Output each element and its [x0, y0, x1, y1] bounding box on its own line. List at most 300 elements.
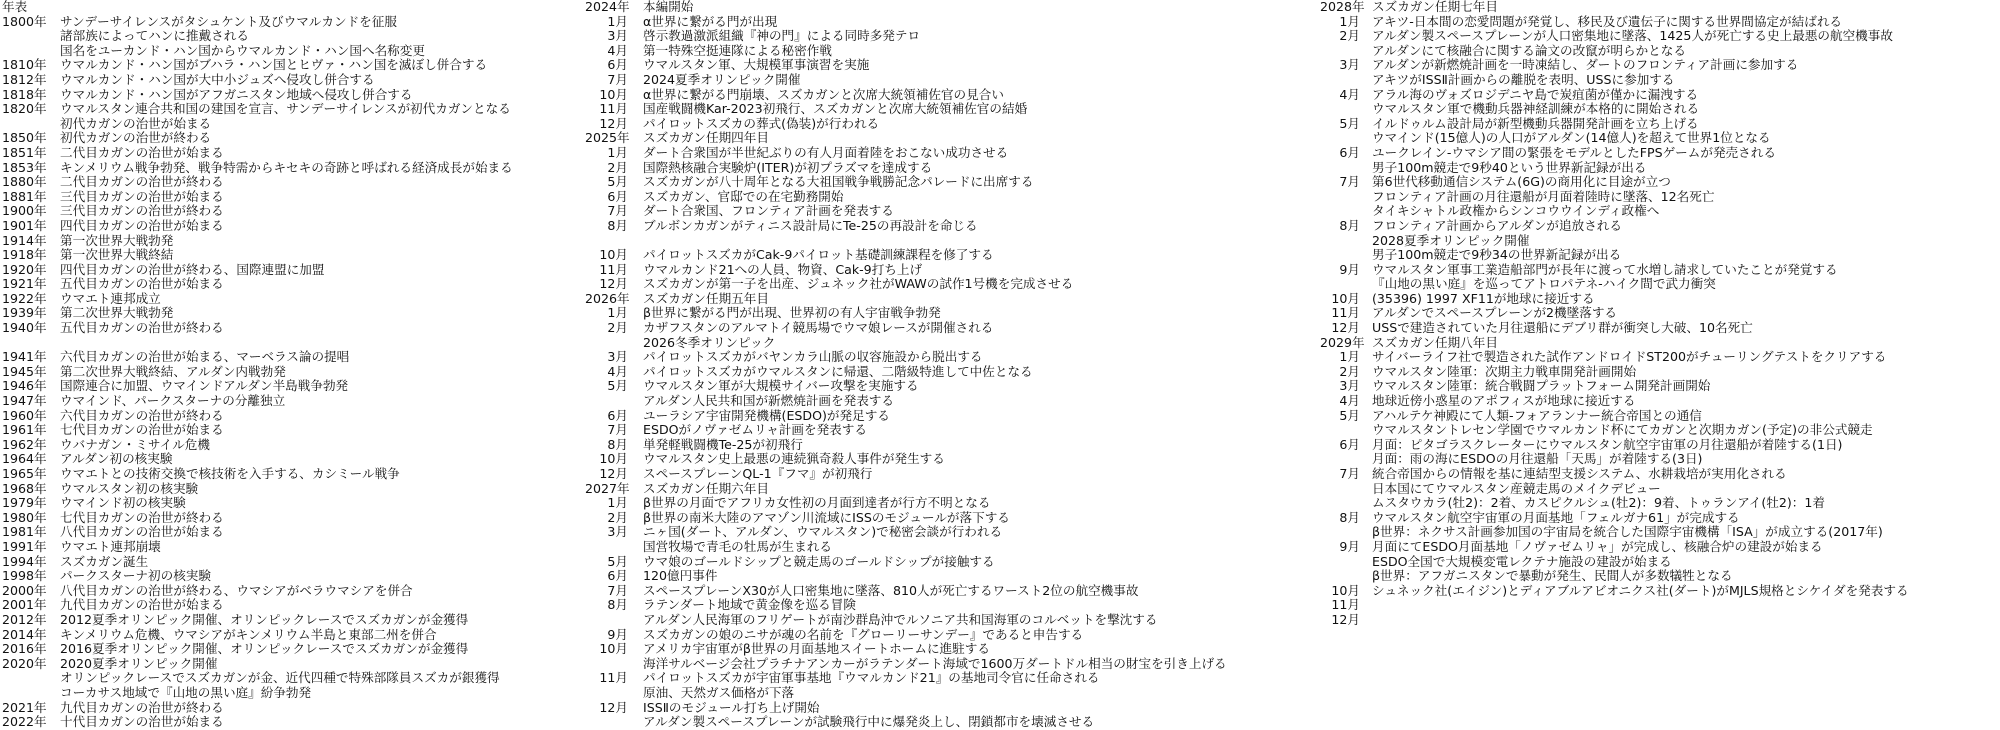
event-text: ブルボンカガンがティニス設計局にTe-25の再設計を命じる: [643, 218, 978, 233]
event-text: スズカガン任期四年目: [643, 131, 769, 146]
event-text: ウマルスタン軍事工業造船部門が長年に渡って水増し請求していたことが発覚する: [1372, 262, 1838, 277]
timeline-row: [0, 0, 585, 15]
timeline-row: [585, 277, 1320, 292]
event-text: ウマルスタン軍で機動兵器神経訓練が本格的に開始される: [1372, 102, 1700, 117]
event-text: ISSⅡのモジュール打ち上げ開始: [643, 700, 820, 715]
timeline-row: [0, 423, 585, 438]
year-cell: 1960年: [2, 408, 47, 423]
event-text: スズカガンの娘のニサが魂の名前を『グローリーサンデー』であると申告する: [643, 627, 1084, 642]
event-text: β世界に繋がる門が出現、世界初の有人宇宙戦争勃発: [643, 306, 941, 321]
month-cell: 4月: [1339, 87, 1360, 102]
timeline-row: [585, 204, 1320, 219]
timeline-row: [0, 190, 585, 205]
event-text: カザフスタンのアルマトイ競馬場でウマ娘レースが開催される: [643, 321, 994, 336]
timeline-row: [0, 438, 585, 453]
timeline-row: [1320, 219, 2000, 234]
timeline-row: [585, 44, 1320, 59]
event-text: 国際連合に加盟、ウマインドアルダン半島戦争勃発: [60, 379, 349, 394]
event-text: ウマルスタントレセン学園でウマルカンド杯にてカガンと次期カガン(予定)の非公式競走: [1372, 423, 1873, 438]
month-cell: 7月: [1339, 175, 1360, 190]
timeline-row: [585, 438, 1320, 453]
year-cell: 1810年: [2, 58, 47, 73]
year-cell: 1994年: [2, 554, 47, 569]
month-cell: 7月: [607, 72, 628, 87]
event-text: 海洋サルベージ会社プラチナアンカーがラテンダート海域で1600万ダートドル相当の財宝を引き上げる: [643, 656, 1227, 671]
event-text: ウマエトとの技術交換で核技術を入手する、カシミール戦争: [60, 467, 400, 481]
month-cell: 7月: [607, 583, 628, 598]
month-cell: 5月: [1339, 408, 1360, 423]
month-cell: 3月: [607, 350, 628, 365]
event-text: 2020夏季オリンピック開催: [60, 656, 218, 671]
month-cell: 12月: [1331, 612, 1360, 627]
timeline-row: [585, 321, 1320, 336]
timeline-row: [1320, 175, 2000, 190]
year-cell: 2014年: [2, 627, 47, 642]
event-text: 八代目カガンの治世が終わる、ウマシアがベラウマシアを併合: [60, 583, 413, 598]
timeline-row: [0, 263, 585, 278]
timeline-row: [1320, 292, 2000, 307]
event-text: アルダンにて核融合に関する論文の改竄が明らかとなる: [1372, 43, 1686, 58]
timeline-row: [1320, 555, 2000, 570]
month-cell: 2月: [607, 160, 628, 175]
event-text: 八代目カガンの治世が始まる: [60, 525, 224, 540]
timeline-row: [0, 482, 585, 497]
timeline-row: [585, 73, 1320, 88]
timeline-row: [0, 321, 585, 336]
timeline-row: [585, 657, 1320, 672]
timeline-row: [585, 671, 1320, 686]
event-text: β世界の南米大陸のアマゾン川流域にISSのモジュールが落下する: [643, 510, 1010, 525]
event-text: 本編開始: [643, 0, 694, 14]
event-text: アキツがISSⅡ計画からの離脱を表明、USSに参加する: [1372, 72, 1675, 87]
timeline-row: [0, 467, 585, 482]
year-cell: 1941年: [2, 350, 47, 365]
event-text: パイロットスズカがウマルスタンに帰還、二階級特進して中佐となる: [643, 364, 1033, 379]
event-text: ウマインド初の核実験: [60, 496, 186, 511]
timeline-row: [0, 701, 585, 716]
event-text: フロンティア計画の月往還船が月面着陸時に墜落、12名死亡: [1372, 189, 1715, 204]
event-text: アルダン人民共和国が新燃焼計画を発表する: [643, 394, 894, 409]
year-cell: 2012年: [2, 612, 47, 627]
timeline-row: [1320, 423, 2000, 438]
event-text: コーカサス地域で『山地の黒い庭』紛争勃発: [60, 685, 312, 700]
event-text: 国際熱核融合実験炉(ITER)が初プラズマを達成する: [643, 160, 933, 175]
month-cell: 4月: [607, 43, 628, 58]
event-text: 単発軽戦闘機Te-25が初飛行: [643, 437, 803, 452]
timeline-row: [585, 58, 1320, 73]
timeline-row: [0, 511, 585, 526]
event-text: 国営牧場で青毛の牡馬が生まれる: [643, 539, 832, 554]
timeline-row: [0, 379, 585, 394]
event-text: ウバナガン・ミサイル危機: [60, 437, 210, 452]
timeline-row: [585, 569, 1320, 584]
timeline-row: [1320, 336, 2000, 351]
timeline-row: [0, 350, 585, 365]
event-text: ウマルスタン連合共和国の建国を宣言、サンデーサイレンスが初代カガンとなる: [60, 102, 511, 117]
month-cell: 7月: [1339, 467, 1360, 481]
event-text: パイロットスズカが宇宙軍事基地『ウマルカンド21』の基地司令官に任命される: [643, 671, 1100, 686]
year-cell: 2027年: [585, 481, 630, 496]
event-text: 2024夏季オリンピック開催: [643, 72, 801, 87]
year-cell: 1962年: [2, 437, 47, 452]
event-text: 初代カガンの治世が始まる: [60, 116, 212, 131]
event-text: スズカガンが第一子を出産、ジュネック社がWAWの試作1号機を完成させる: [643, 277, 1074, 292]
event-text: 国名をユーカンド・ハン国からウマルカンド・ハン国へ名称変更: [60, 43, 425, 58]
timeline-row: [0, 525, 585, 540]
event-text: ダート合衆国、フロンティア計画を発表する: [643, 204, 894, 219]
month-cell: 6月: [1339, 437, 1360, 452]
year-cell: 1961年: [2, 423, 47, 438]
event-text: フロンティア計画からアルダンが追放される: [1372, 218, 1622, 233]
event-text: キンメリウム危機、ウマシアがキンメリウム半島と東部二州を併合: [60, 627, 437, 642]
event-text: イルドゥルム設計局が新型機動兵器開発計画を立ち上げる: [1372, 116, 1699, 131]
timeline-row: [0, 277, 585, 292]
event-text: サイバーライフ社で製造された試作アンドロイドST200がチューリングテストをクリアする: [1372, 350, 1887, 365]
month-cell: 3月: [1339, 379, 1360, 394]
month-cell: 10月: [599, 452, 628, 467]
timeline-row: [1320, 467, 2000, 482]
event-text: キンメリウム戦争勃発、戦争特需からキセキの奇跡と呼ばれる経済成長が始まる: [60, 160, 513, 175]
timeline-row: [1320, 102, 2000, 117]
month-cell: 10月: [1331, 583, 1360, 598]
event-text: 月面：雨の海にESDOの月往還船「天馬」が着陸する(3日): [1372, 452, 1703, 467]
timeline-row: [0, 175, 585, 190]
month-cell: 8月: [607, 437, 628, 452]
event-text: 日本国にてウマルスタン産競走馬のメイクデビュー: [1372, 481, 1661, 496]
month-cell: 9月: [607, 627, 628, 642]
timeline-row: [1320, 584, 2000, 599]
timeline-row: [585, 248, 1320, 263]
year-cell: 2029年: [1320, 335, 1365, 350]
month-cell: 7月: [607, 423, 628, 438]
timeline-row: [1320, 482, 2000, 497]
timeline-row: [1320, 365, 2000, 380]
year-cell: 1914年: [2, 233, 47, 248]
timeline-row: [0, 15, 585, 30]
event-text: 六代目カガンの治世が始まる、マーベラス論の提唱: [60, 350, 350, 365]
year-cell: 1820年: [2, 102, 47, 117]
month-cell: 1月: [607, 145, 628, 160]
event-text: スズカガン誕生: [60, 554, 149, 569]
month-cell: 2月: [607, 321, 628, 336]
timeline-row: [1320, 0, 2000, 15]
event-text: 七代目カガンの治世が始まる: [60, 423, 224, 438]
year-cell: 1851年: [2, 145, 47, 160]
event-text: 原油、天然ガス価格が下落: [643, 685, 795, 700]
event-text: オリンピックレースでスズカガンが金、近代四種で特殊部隊員スズカが銀獲得: [60, 671, 500, 686]
timeline-row: [585, 306, 1320, 321]
year-cell: 2000年: [2, 583, 47, 598]
timeline-row: [0, 657, 585, 672]
event-text: スズカガン任期七年目: [1372, 0, 1498, 14]
event-text: ダート合衆国が半世紀ぶりの有人月面着陸をおこない成功させる: [643, 145, 1009, 160]
month-cell: 8月: [1339, 218, 1360, 233]
event-text: 六代目カガンの治世が終わる: [60, 408, 224, 423]
timeline-row: [0, 452, 585, 467]
event-text: 初代カガンの治世が終わる: [60, 131, 212, 146]
timeline-row: [1320, 161, 2000, 176]
event-text: (35396) 1997 XF11が地球に接近する: [1372, 291, 1595, 306]
event-text: シュネック社(エイジン)とディアブルアビオニクス社(ダート)がMJLS規格とシケイダを発表する: [1372, 583, 1909, 598]
timeline-row: [585, 365, 1320, 380]
event-text: スペースプレーンQL-1『フマ』が初飛行: [643, 467, 873, 481]
event-text: ESDO全国で大規模変電レクテナ施設の建設が始まる: [1372, 554, 1672, 569]
year-cell: 1979年: [2, 496, 47, 511]
timeline-row: [1320, 263, 2000, 278]
event-text: ウマルスタン航空宇宙軍の月面基地「フェルガナ61」が完成する: [1372, 510, 1740, 525]
event-text: 啓示教過激派組織『神の門』による同時多発テロ: [643, 29, 921, 44]
event-text: スズカガン任期五年目: [643, 291, 769, 306]
event-text: β世界の月面でアフリカ女性初の月面到達者が行方不明となる: [643, 496, 991, 511]
month-cell: 12月: [599, 277, 628, 292]
event-text: 九代目カガンの治世が終わる: [60, 700, 224, 715]
event-text: 第一特殊空挺連隊による秘密作戦: [643, 43, 832, 58]
year-cell: 1991年: [2, 539, 47, 554]
year-cell: 1918年: [2, 248, 47, 263]
timeline-row: [0, 569, 585, 584]
event-text: ウマルスタン陸軍：次期主力戦車開発計画開始: [1372, 364, 1637, 379]
timeline-row: [0, 336, 585, 351]
year-cell: 1900年: [2, 204, 47, 219]
timeline-row: [1320, 131, 2000, 146]
timeline-row: [1320, 204, 2000, 219]
year-cell: 1921年: [2, 277, 47, 292]
event-text: アルダン人民海軍のフリゲートが南沙群島沖でルソニア共和国海軍のコルベットを撃沈する: [643, 612, 1158, 627]
timeline-row: [585, 511, 1320, 526]
timeline-row: [0, 248, 585, 263]
timeline-row: [1320, 321, 2000, 336]
month-cell: 5月: [607, 175, 628, 190]
timeline-row: [585, 686, 1320, 701]
event-text: アキツ-日本間の恋愛問題が発覚し、移民及び遺伝子に関する世界間協定が結ばれる: [1372, 14, 1843, 29]
month-cell: 1月: [607, 14, 628, 29]
month-cell: 3月: [607, 525, 628, 540]
year-cell: 1812年: [2, 72, 47, 87]
event-text: ウマエト連邦崩壊: [60, 539, 161, 554]
timeline-row: [585, 336, 1320, 351]
event-text: 四代目カガンの治世が始まる: [60, 218, 224, 233]
month-cell: 6月: [607, 408, 628, 423]
timeline-row: [585, 102, 1320, 117]
timeline-row: [1320, 146, 2000, 161]
event-text: 月面：ピタゴラスクレーターにウマルスタン航空宇宙軍の月往還船が着陸する(1日): [1372, 437, 1843, 452]
event-text: ウマインド(15億人)の人口がアルダン(14億人)を超えて世界1位となる: [1372, 131, 1771, 146]
year-cell: 1939年: [2, 306, 47, 321]
event-text: ウマルスタン軍が大規模サイバー攻撃を実施する: [643, 379, 919, 394]
event-text: 三代目カガンの治世が終わる: [60, 204, 224, 219]
event-text: 2016夏季オリンピック開催、オリンピックレースでスズカガンが金獲得: [60, 642, 469, 657]
month-cell: 9月: [1339, 539, 1360, 554]
event-text: 地球近傍小惑星のアポフィスが地球に接近する: [1372, 394, 1636, 409]
month-cell: 2月: [607, 510, 628, 525]
year-cell: 2026年: [585, 291, 630, 306]
timeline-row: [1320, 58, 2000, 73]
timeline-row: [0, 584, 585, 599]
year-cell: 1965年: [2, 467, 47, 481]
year-cell: 1850年: [2, 131, 47, 146]
event-text: 十代目カガンの治世が始まる: [60, 715, 224, 730]
timeline-row: [585, 701, 1320, 716]
timeline-row: [585, 29, 1320, 44]
timeline-row: [1320, 15, 2000, 30]
timeline-row: [0, 555, 585, 570]
event-text: アルダンでスペースプレーンが2機墜落する: [1372, 306, 1618, 321]
event-text: 男子100m競走で9秒34の世界新記録が出る: [1372, 248, 1622, 263]
event-text: 2028夏季オリンピック開催: [1372, 233, 1530, 248]
year-cell: 1922年: [2, 291, 47, 306]
timeline-row: [0, 131, 585, 146]
timeline-row: [0, 292, 585, 307]
timeline-row: [0, 642, 585, 657]
timeline-column-left: [0, 0, 585, 730]
event-text: アラル海のヴォズロジデニヤ島で炭疽菌が僅かに漏洩する: [1372, 87, 1699, 102]
month-cell: 4月: [1339, 394, 1360, 409]
timeline-row: [585, 423, 1320, 438]
month-cell: 1月: [607, 306, 628, 321]
year-cell: 1901年: [2, 218, 47, 233]
event-text: ウマルスタン陸軍：統合戦闘プラットフォーム開発計画開始: [1372, 379, 1711, 394]
event-text: ウマルスタン軍、大規模軍事演習を実施: [643, 58, 870, 73]
year-cell: 1981年: [2, 525, 47, 540]
month-cell: 10月: [599, 642, 628, 657]
timeline-row: [0, 29, 585, 44]
event-text: ユークレイン-ウマシア間の緊張をモデルとしたFPSゲームが発売される: [1372, 145, 1776, 160]
event-text: タイキシャトル政権からシンコウウインディ政権へ: [1372, 204, 1660, 219]
timeline-row: [585, 117, 1320, 132]
event-text: ウマインド、パークスターナの分離独立: [60, 394, 286, 409]
timeline-row: [585, 161, 1320, 176]
timeline-row: [0, 73, 585, 88]
timeline-row: [1320, 88, 2000, 103]
year-cell: 1880年: [2, 175, 47, 190]
timeline-row: [0, 58, 585, 73]
year-cell: 1920年: [2, 262, 47, 277]
timeline-row: [585, 146, 1320, 161]
event-text: 三代目カガンの治世が始まる: [60, 189, 224, 204]
event-text: 統合帝国からの情報を基に連結型支援システム、水耕栽培が実用化される: [1372, 467, 1787, 481]
timeline-row: [0, 394, 585, 409]
timeline-row: [0, 686, 585, 701]
month-cell: 6月: [1339, 145, 1360, 160]
event-text: β世界：ネクサス計画参加国の宇宙局を統合した国際宇宙機構「ISA」が成立する(2017年): [1372, 525, 1883, 540]
event-text: ウマルカンド21への人員、物資、Cak-9打ち上げ: [643, 262, 923, 277]
event-text: スズカガン任期六年目: [643, 481, 769, 496]
month-cell: 11月: [599, 671, 628, 686]
event-text: 2026冬季オリンピック: [643, 335, 776, 350]
timeline-row: [0, 88, 585, 103]
timeline-row: [1320, 306, 2000, 321]
timeline-row: [0, 146, 585, 161]
month-cell: 5月: [1339, 116, 1360, 131]
event-text: アルダン製スペースプレーンが人口密集地に墜落、1425人が死亡する史上最悪の航空機事故: [1372, 29, 1893, 44]
timeline-row: [585, 131, 1320, 146]
year-cell: 1853年: [2, 160, 47, 175]
month-cell: 10月: [1331, 291, 1360, 306]
timeline-row: [585, 88, 1320, 103]
event-text: スズカガン任期八年目: [1372, 335, 1498, 350]
event-text: 120億円事件: [643, 569, 718, 584]
year-cell: 1964年: [2, 452, 47, 467]
event-text: スズカガン、官邸での在宅勤務開始: [643, 189, 844, 204]
timeline-row: [1320, 525, 2000, 540]
timeline-row: [0, 234, 585, 249]
event-text: アルダン初の核実験: [60, 452, 173, 467]
timeline-column-middle: [585, 0, 1320, 730]
event-text: 男子100m競走で9秒40という世界新記録が出る: [1372, 160, 1647, 175]
year-cell: 2022年: [2, 715, 47, 730]
event-text: 二代目カガンの治世が始まる: [60, 145, 224, 160]
timeline-row: [585, 0, 1320, 15]
timeline-row: [585, 175, 1320, 190]
month-cell: 8月: [1339, 510, 1360, 525]
month-cell: 10月: [599, 248, 628, 263]
timeline-row: [585, 394, 1320, 409]
month-cell: 8月: [607, 598, 628, 613]
month-cell: 12月: [599, 700, 628, 715]
month-cell: 2月: [1339, 364, 1360, 379]
timeline-row: [585, 292, 1320, 307]
timeline-row: [1320, 44, 2000, 59]
timeline-row: [585, 555, 1320, 570]
event-text: ウマルスタン初の核実験: [60, 481, 199, 496]
year-cell: 1945年: [2, 364, 47, 379]
timeline-row: [1320, 598, 2000, 613]
event-text: サンデーサイレンスがタシュケント及びウマルカンドを征服: [60, 14, 397, 29]
timeline-row: [0, 204, 585, 219]
year-cell: 2024年: [585, 0, 630, 14]
year-cell: 1818年: [2, 87, 47, 102]
month-cell: 6月: [607, 58, 628, 73]
event-text: 第一次世界大戦勃発: [60, 233, 174, 248]
timeline-row: [0, 44, 585, 59]
event-text: 七代目カガンの治世が終わる: [60, 510, 224, 525]
timeline-row: [1320, 540, 2000, 555]
event-text: α世界に繋がる門が出現: [643, 14, 778, 29]
event-text: 第二次世界大戦勃発: [60, 306, 174, 321]
month-cell: 3月: [1339, 58, 1360, 73]
event-text: パイロットスズカがバヤンカラ山脈の収容施設から脱出する: [643, 350, 983, 365]
event-text: パイロットスズカの葬式(偽装)が行われる: [643, 116, 880, 131]
event-text: アメリカ宇宙軍がβ世界の月面基地スイートホームに進駐する: [643, 642, 990, 657]
year-cell: 1946年: [2, 379, 47, 394]
month-cell: 6月: [607, 189, 628, 204]
timeline-row: [585, 598, 1320, 613]
event-text: 五代目カガンの治世が終わる: [60, 321, 224, 336]
timeline-row: [1320, 496, 2000, 511]
year-cell: 1980年: [2, 510, 47, 525]
month-cell: 1月: [607, 496, 628, 511]
timeline-row: [585, 584, 1320, 599]
timeline-row: [585, 642, 1320, 657]
timeline-row: [1320, 277, 2000, 292]
event-text: ウマルカンド・ハン国がアフガニスタン地域へ侵攻し併合する: [60, 87, 413, 102]
event-text: ウマエト連邦成立: [60, 291, 161, 306]
event-text: スペースプレーンX30が人口密集地に墜落、810人が死亡するワースト2位の航空機事故: [643, 583, 1139, 598]
timeline-row: [585, 350, 1320, 365]
event-text: アルダンが新燃焼計画を一時凍結し、ダートのフロンティア計画に参加する: [1372, 58, 1799, 73]
month-cell: 8月: [607, 218, 628, 233]
event-text: アハルテケ神殿にて人類-フォアランナー統合帝国との通信: [1372, 408, 1702, 423]
month-cell: 11月: [1331, 598, 1360, 613]
timeline-row: [0, 613, 585, 628]
timeline-row: [1320, 379, 2000, 394]
timeline-row: [0, 306, 585, 321]
month-cell: 5月: [607, 379, 628, 394]
event-text: ニヶ国(ダート、アルダン、ウマルスタン)で秘密会談が行われる: [643, 525, 1003, 540]
timeline-row: [0, 671, 585, 686]
timeline-row: [0, 598, 585, 613]
event-text: アルダン製スペースプレーンが試験飛行中に爆発炎上し、閉鎖都市を壊滅させる: [643, 715, 1095, 730]
